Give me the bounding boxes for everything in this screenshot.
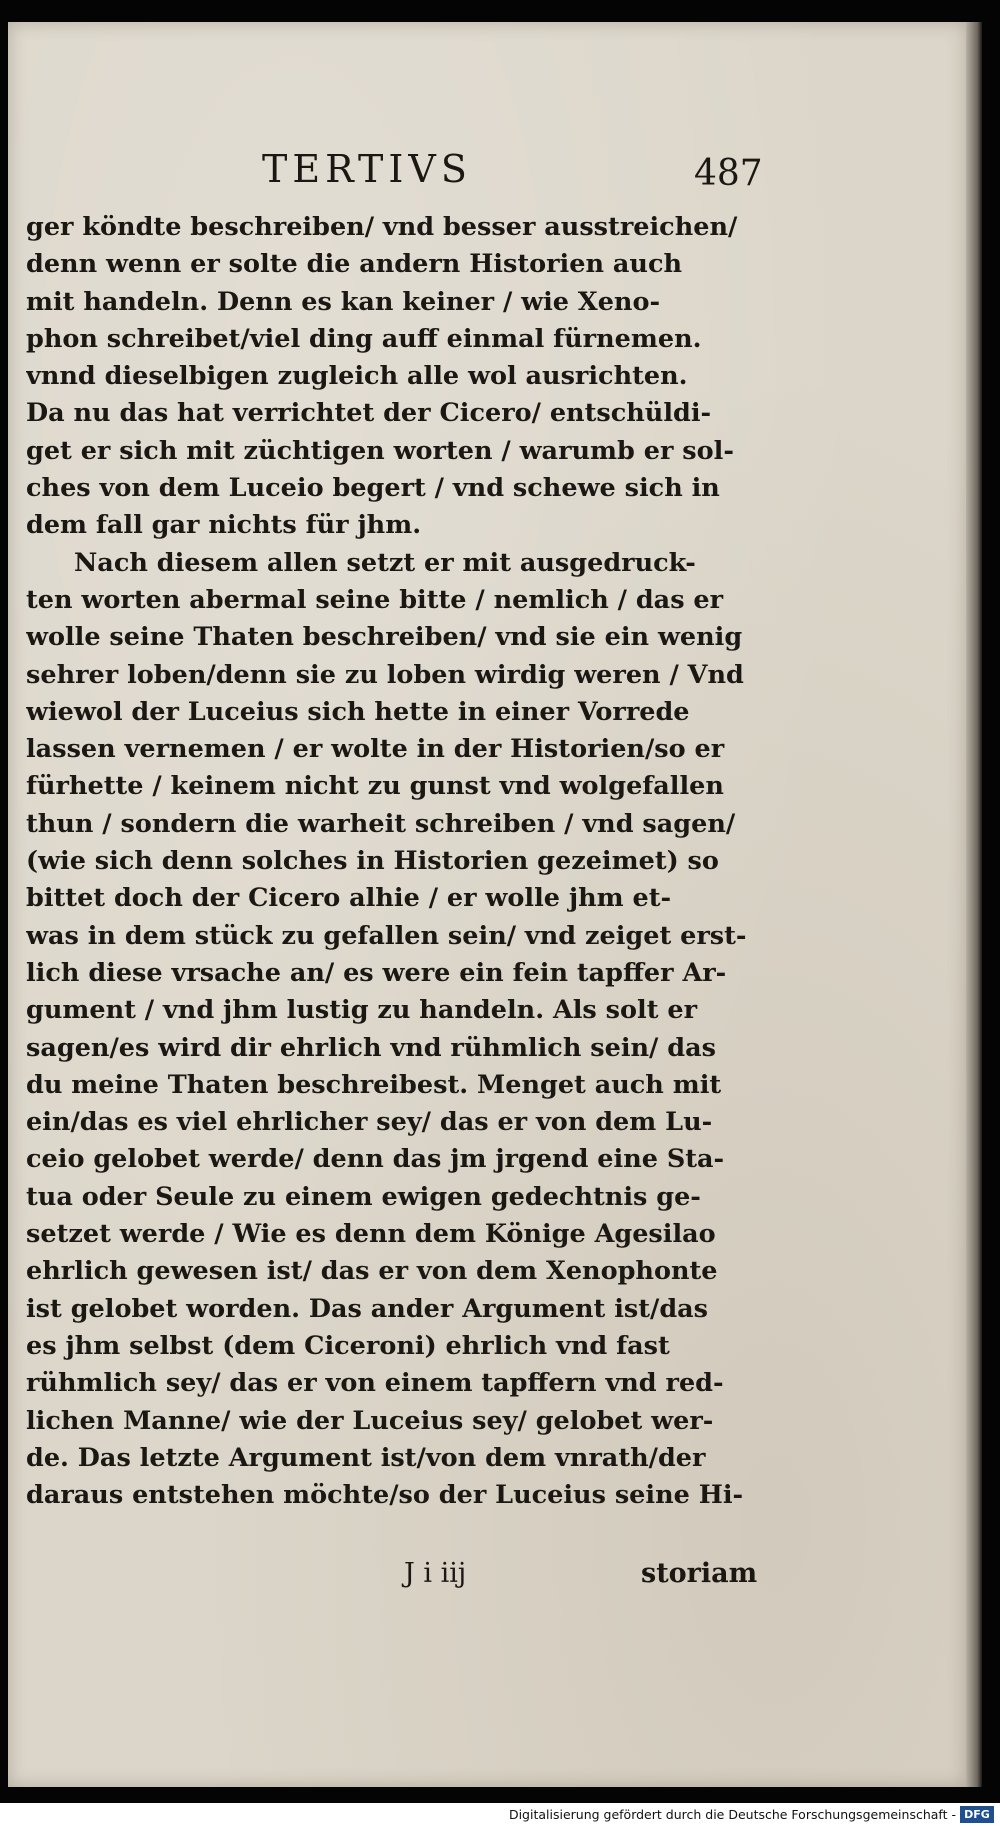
text-line: wolle seine Thaten beschreiben/ vnd sie ein wenig [26,622,743,653]
text-line: sagen/es wird dir ehrlich vnd rühmlich sein/ das [26,1032,716,1063]
text-line: ger köndte beschreiben/ vnd besser ausstreichen/ [26,212,738,242]
text-line: mit handeln. Denn es kan keiner / wie Xeno- [26,286,661,317]
text-line: lichen Manne/ wie der Luceius sey/ gelobet wer- [26,1405,714,1436]
text-line: ches von dem Luceio begert / vnd schewe sich in [26,473,720,504]
text-line: (wie sich denn solches in Historien gezeimet) so [26,846,719,877]
text-line: phon schreibet/viel ding auff einmal fürnemen. [26,323,702,354]
text-line: tua oder Seule zu einem ewigen gedechtnis ge- [26,1181,701,1212]
digitization-credit: Digitalisierung gefördert durch die Deutsche Forschungsgemeinschaft - [508,1807,956,1822]
text-line: lich diese vrsache an/ es were ein fein tapffer Ar- [26,957,727,988]
catchline [0,1558,800,1598]
text-line: ist gelobet worden. Das ander Argument ist/das [26,1293,709,1324]
text-line: ein/das es viel ehrlicher sey/ das er von dem Lu- [26,1107,713,1138]
footer-bar [0,1803,1000,1827]
text-line: ceio gelobet werde/ denn das jm jrgend eine Sta- [26,1144,725,1175]
text-line: ehrlich gewesen ist/ das er von dem Xenophonte [26,1256,718,1287]
text-line: bittet doch der Cicero alhie / er wolle jhm et- [26,883,672,914]
text-line: was in dem stück zu gefallen sein/ vnd zeiget erst- [26,920,747,951]
text-line: gument / vnd jhm lustig zu handeln. Als solt er [26,995,698,1026]
page-number: 487 [694,153,763,194]
dfg-logo-icon: DFG [960,1806,994,1823]
page-edge [966,22,982,1787]
text-line: setzet werde / Wie es denn dem Könige Agesilao [26,1219,716,1250]
text-line: du meine Thaten beschreibest. Menget auch mit [26,1069,722,1100]
text-line: thun / sondern die warheit schreiben / vnd sagen/ [26,808,736,839]
text-line: es jhm selbst (dem Ciceroni) ehrlich vnd fast [26,1330,670,1361]
text-line: de. Das letzte Argument ist/von dem vnrath/der [26,1442,706,1473]
running-head: TERTIVS [262,147,472,191]
text-line: fürhette / keinem nicht zu gunst vnd wolgefallen [26,771,724,802]
text-line: wiewol der Luceius sich hette in einer Vorrede [26,696,690,727]
text-line: vnnd dieselbigen zugleich alle wol ausrichten. [26,361,688,392]
text-line: dem fall gar nichts für jhm. [26,510,422,541]
text-line: denn wenn er solte die andern Historien auch [26,249,683,280]
text-line: get er sich mit züchtigen worten / warumb er sol- [26,435,734,466]
text-line: sehrer loben/denn sie zu loben wirdig weren / Vnd [26,659,744,690]
text-line: lassen vernemen / er wolte in der Historien/so er [26,734,725,765]
text-line: daraus entstehen möchte/so der Luceius seine Hi- [26,1480,744,1511]
catchword: storiam [641,1558,758,1589]
signature-mark: J i iij [404,1558,467,1589]
text-line: Da nu das hat verrichtet der Cicero/ entschüldi- [26,398,712,429]
text-line: rühmlich sey/ das er von einem tapffern vnd red- [26,1368,724,1399]
body-text [26,209,786,1514]
text-line: ten worten abermal seine bitte / nemlich / das er [26,584,724,615]
text-line-paragraph-start: Nach diesem allen setzt er mit ausgedruck- [74,547,696,578]
